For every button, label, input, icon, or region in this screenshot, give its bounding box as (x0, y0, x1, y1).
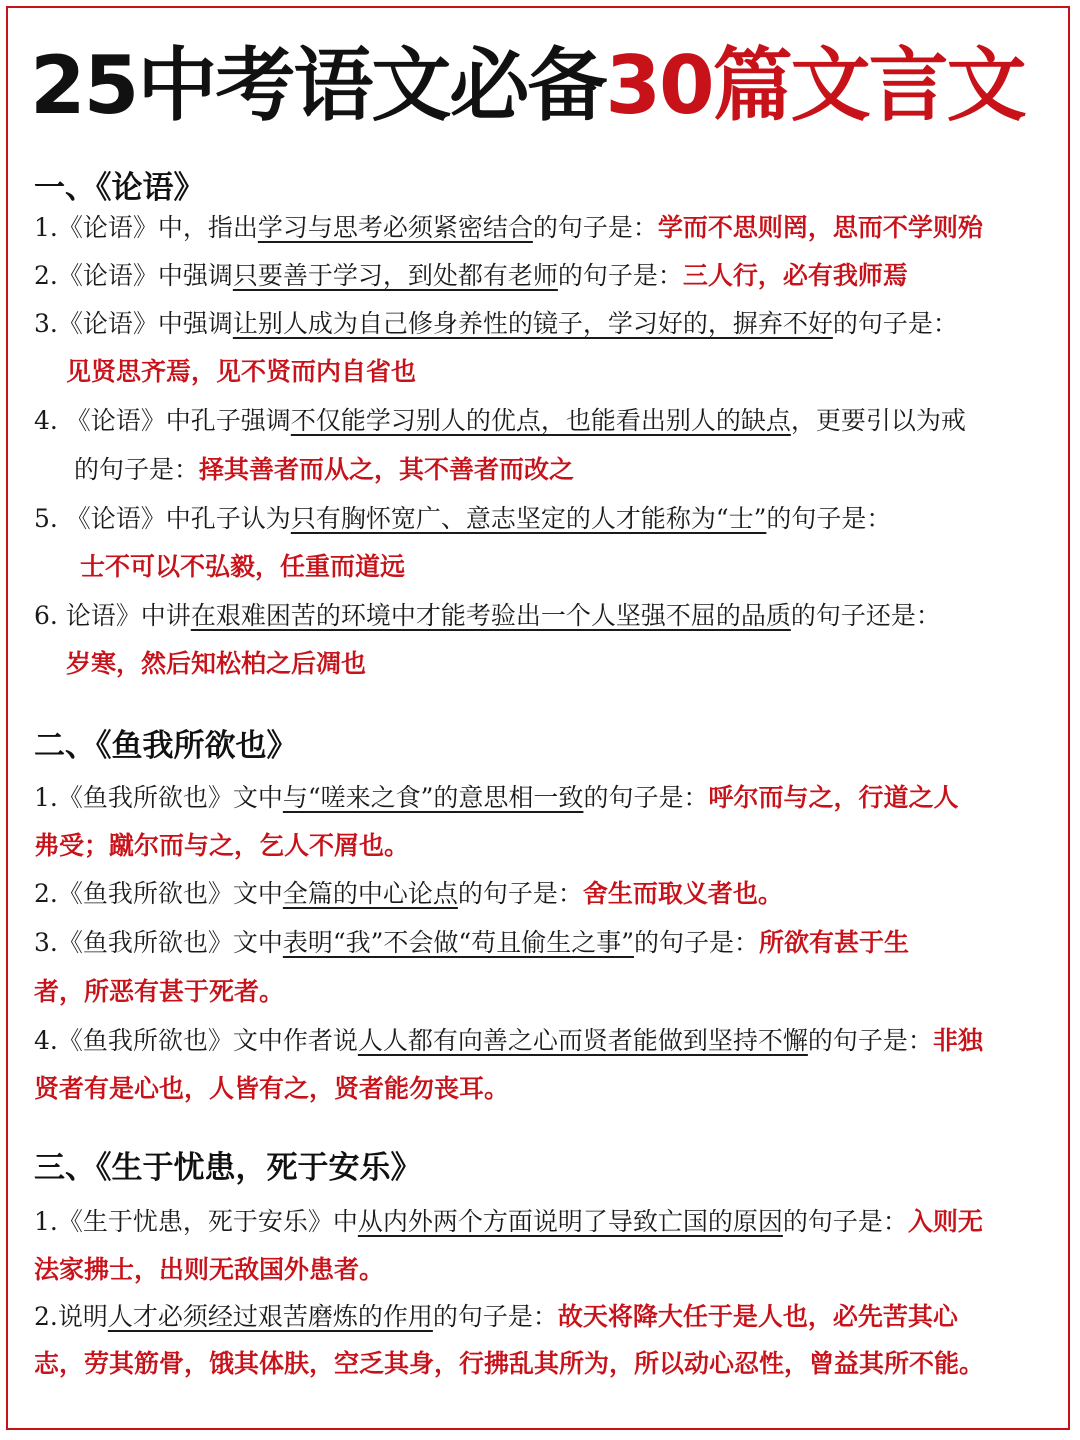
list-item: 2.《论语》中强调只要善于学习，到处都有老师的句子是：三人行，必有我师焉 (34, 261, 908, 290)
page-title (30, 26, 1060, 146)
list-item-continuation (34, 1250, 384, 1290)
list-item-continuation (80, 547, 405, 587)
answer-text: 非独 (932, 1026, 983, 1055)
list-item-continuation (34, 972, 284, 1012)
answer-text: 学而不思则罔，思而不学则殆 (657, 213, 983, 242)
answer-text: 弗受；蹴尔而与之，乞人不屑也。 (34, 831, 410, 860)
list-item: 4.《鱼我所欲也》文中作者说人人都有向善之心而贤者能做到坚持不懈的句子是：非独 (34, 1026, 983, 1055)
key-phrase: 不仅能学习别人的优点，也能看出别人的缺点 (290, 406, 791, 435)
key-phrase: 表明“我”不会做“苟且偷生之事” (282, 928, 634, 957)
list-item-continuation (66, 644, 366, 684)
list-item-continuation (34, 1344, 984, 1384)
key-phrase: 全篇的中心论点 (282, 879, 458, 908)
list-item: 1.《论语》中，指出学习与思考必须紧密结合的句子是：学而不思则罔，思而不学则殆 (34, 213, 983, 242)
answer-text: 岁寒，然后知松柏之后凋也 (66, 649, 367, 678)
key-phrase: 让别人成为自己修身养性的镜子，学习好的，摒弃不好 (232, 309, 833, 338)
answer-text: 贤者有是心也，人皆有之，贤者能勿丧耳。 (34, 1074, 510, 1103)
title-part-red: 30篇文言文 (605, 39, 1025, 132)
section-heading-lunyu: 一、《论语》 (34, 170, 205, 206)
list-item: 4. 《论语》中孔子强调不仅能学习别人的优点，也能看出别人的缺点，更要引以为戒 (34, 406, 966, 435)
list-item: 1.《鱼我所欲也》文中与“嗟来之食”的意思相一致的句子是：呼尔而与之，行道之人 (34, 783, 959, 812)
list-item: 5. 《论语》中孔子认为只有胸怀宽广、意志坚定的人才能称为“士”的句子是： (34, 504, 892, 533)
answer-text: 呼尔而与之，行道之人 (708, 783, 959, 812)
title-part-black: 25中考语文必备 (30, 39, 606, 132)
list-item: 3.《鱼我所欲也》文中表明“我”不会做“苟且偷生之事”的句子是：所欲有甚于生 (34, 928, 910, 957)
key-phrase: 学习与思考必须紧密结合 (257, 213, 533, 242)
list-item-continuation (34, 1069, 509, 1109)
answer-text: 舍生而取义者也。 (582, 879, 783, 908)
list-item-continuation: 的句子是：择其善者而从之，其不善者而改之 (74, 455, 575, 484)
list-item: 3.《论语》中强调让别人成为自己修身养性的镜子，学习好的，摒弃不好的句子是： (34, 309, 958, 338)
answer-text: 士不可以不弘毅，任重而道远 (80, 552, 406, 581)
answer-text: 三人行，必有我师焉 (682, 261, 908, 290)
answer-text: 所欲有甚于生 (759, 928, 910, 957)
answer-text: 者，所恶有甚于死者。 (34, 977, 285, 1006)
key-phrase: 只要善于学习，到处都有老师 (232, 261, 558, 290)
key-phrase: 人才必须经过艰苦磨炼的作用 (107, 1302, 433, 1331)
list-item: 2.《鱼我所欲也》文中全篇的中心论点的句子是：舍生而取义者也。 (34, 879, 783, 908)
answer-text: 志，劳其筋骨，饿其体肤，空乏其身，行拂乱其所为，所以动心忍性，曾益其所不能。 (34, 1349, 985, 1378)
list-item: 1.《生于忧患，死于安乐》中从内外两个方面说明了导致亡国的原因的句子是：入则无 (34, 1207, 983, 1236)
key-phrase: 人人都有向善之心而贤者能做到坚持不懈 (357, 1026, 808, 1055)
answer-text: 故天将降大任于是人也，必先苦其心 (557, 1302, 958, 1331)
key-phrase: 与“嗟来之食”的意思相一致 (282, 783, 584, 812)
key-phrase: 在艰难困苦的环境中才能考验出一个人坚强不屈的品质 (190, 601, 791, 630)
key-phrase: 从内外两个方面说明了导致亡国的原因 (357, 1207, 783, 1236)
list-item: 2.说明人才必须经过艰苦磨炼的作用的句子是：故天将降大任于是人也，必先苦其心 (34, 1302, 958, 1331)
key-phrase: 只有胸怀宽广、意志坚定的人才能称为“士” (290, 504, 767, 533)
section-heading-yu-wo-suo-yu-ye: 二、《鱼我所欲也》 (34, 728, 298, 764)
list-item-continuation (66, 352, 416, 392)
section-heading-sheng-yu-you-huan: 三、《生于忧患，死于安乐》 (34, 1150, 422, 1186)
answer-text: 择其善者而从之，其不善者而改之 (199, 455, 575, 484)
answer-text: 法家拂士，出则无敌国外患者。 (34, 1255, 385, 1284)
list-item-continuation (34, 826, 409, 866)
answer-text: 入则无 (907, 1207, 983, 1236)
answer-text: 见贤思齐焉，见不贤而内自省也 (66, 357, 417, 386)
list-item: 6. 论语》中讲在艰难困苦的环境中才能考验出一个人坚强不屈的品质的句子还是： (34, 601, 941, 630)
